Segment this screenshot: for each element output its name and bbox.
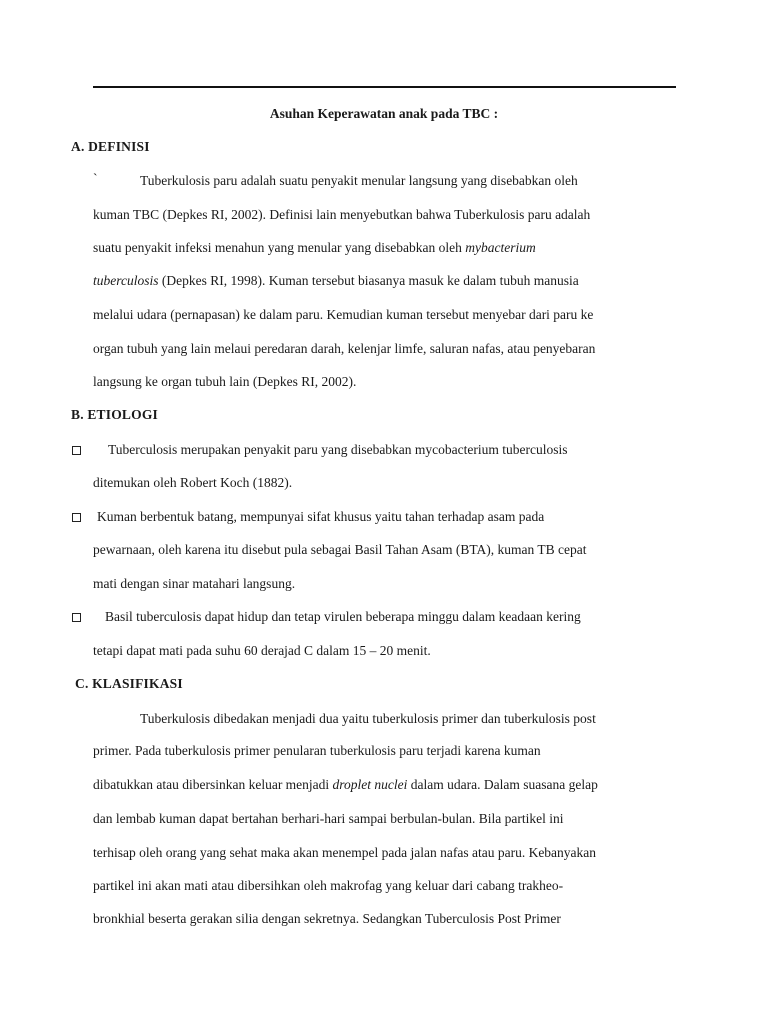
document-title: Asuhan Keperawatan anak pada TBC : — [269, 106, 499, 121]
etiologi-bullet-2-line-3: mati dengan sinar matahari langsung. — [93, 576, 296, 591]
klasifikasi-line-6: partikel ini akan mati atau dibersihkan oleh makrofag yang keluar dari cabang trakheo- — [93, 878, 564, 893]
definisi-line-2: kuman TBC (Depkes RI, 2002). Definisi lain menyebutkan bahwa Tuberkulosis paru adalah — [93, 207, 591, 222]
definisi-line-4: tuberculosis (Depkes RI, 1998). Kuman tersebut biasanya masuk ke dalam tubuh manusia — [93, 273, 579, 288]
section-a-heading: A. DEFINISI — [71, 139, 150, 154]
etiologi-bullet-3-line-2: tetapi dapat mati pada suhu 60 derajad C dalam 15 – 20 menit. — [93, 643, 431, 658]
klasifikasi-line-3: dibatukkan atau dibersinkan keluar menjadi droplet nuclei dalam udara. Dalam suasana gelap — [93, 777, 598, 792]
definisi-line-6: organ tubuh yang lain melaui peredaran darah, kelenjar limfe, saluran nafas, atau penyebaran — [93, 341, 596, 356]
etiologi-bullet-2-line-1: Kuman berbentuk batang, mempunyai sifat khusus yaitu tahan terhadap asam pada — [97, 509, 545, 524]
etiologi-bullet-2-line-2: pewarnaan, oleh karena itu disebut pula sebagai Basil Tahan Asam (BTA), kuman TB cepat — [93, 542, 587, 557]
etiologi-bullet-1-line-1: Tuberculosis merupakan penyakit paru yang disebabkan mycobacterium tuberculosis — [108, 442, 568, 457]
etiologi-bullet-3-line-1: Basil tuberculosis dapat hidup dan tetap virulen beberapa minggu dalam keadaan kering — [105, 609, 581, 624]
tick-mark: ` — [93, 171, 98, 186]
definisi-line-5: melalui udara (pernapasan) ke dalam paru. Kemudian kuman tersebut menyebar dari paru ke — [93, 307, 594, 322]
klasifikasi-line-2: primer. Pada tuberkulosis primer penularan tuberkulosis paru terjadi karena kuman — [93, 743, 541, 758]
definisi-line-7: langsung ke organ tubuh lain (Depkes RI, 2002). — [93, 374, 357, 389]
definisi-line-1: Tuberkulosis paru adalah suatu penyakit menular langsung yang disebabkan oleh — [140, 173, 578, 188]
section-b-heading: B. ETIOLOGI — [71, 407, 158, 422]
klasifikasi-line-1: Tuberkulosis dibedakan menjadi dua yaitu tuberkulosis primer dan tuberkulosis post — [140, 711, 596, 726]
section-c-heading: C. KLASIFIKASI — [75, 676, 183, 691]
etiologi-bullet-1-line-2: ditemukan oleh Robert Koch (1882). — [93, 475, 293, 490]
bullet-box-icon — [72, 613, 81, 622]
top-rule — [93, 86, 676, 88]
bullet-box-icon — [72, 513, 81, 522]
definisi-line-3: suatu penyakit infeksi menahun yang menular yang disebabkan oleh mybacterium — [93, 240, 536, 255]
klasifikasi-line-4: dan lembab kuman dapat bertahan berhari-hari sampai berbulan-bulan. Bila partikel ini — [93, 811, 564, 826]
klasifikasi-line-7: bronkhial beserta gerakan silia dengan sekretnya. Sedangkan Tuberculosis Post Primer — [93, 911, 561, 926]
klasifikasi-line-5: terhisap oleh orang yang sehat maka akan menempel pada jalan nafas atau paru. Kebanyakan — [93, 845, 597, 860]
bullet-box-icon — [72, 446, 81, 455]
